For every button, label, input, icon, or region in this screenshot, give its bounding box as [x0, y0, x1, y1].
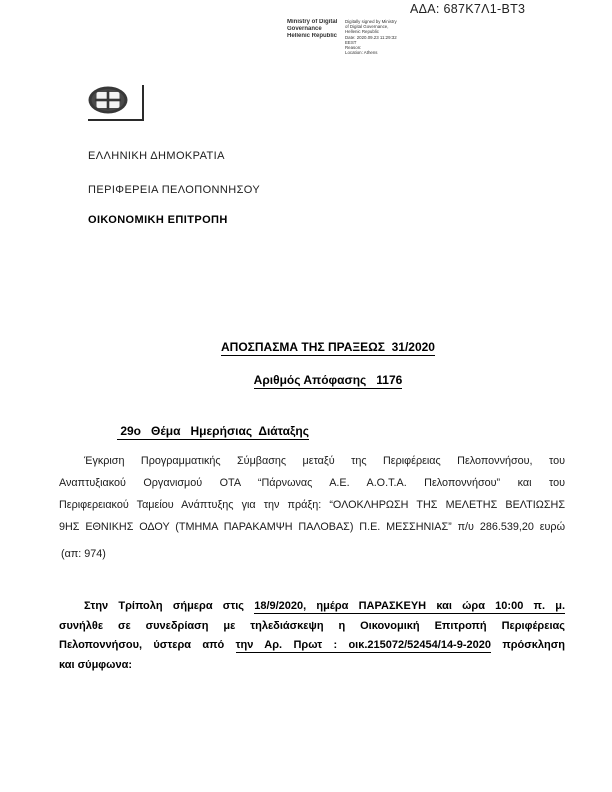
text-segment: of Digital Governance,	[345, 24, 389, 30]
extract-title-text: ΑΠΟΣΠΑΣΜΑ ΤΗΣ ΠΡΑΞΕΩΣ 31/2020	[221, 340, 435, 354]
text-segment: 9ΗΣ ΕΘΝΙΚΗΣ ΟΔΟΥ (ΤΜΗΜΑ ΠΑΡΑΚΑΜΨΗ ΠΑΛΟΒΑΣ) Π.Ε. ΜΕΣΣΗΝΙΑΣ” π/υ 286.539,20 ευρώ	[59, 521, 565, 533]
text-segment: Αναπτυξιακού Οργανισμού ΟΤΑ “Πάρνωνας Α.Ε. Α.Ο.Τ.Α. Πελοποννήσου” και του	[59, 477, 565, 489]
text-segment: Hellenic Republic	[345, 29, 379, 35]
text-segment: Location: Athens	[345, 50, 378, 56]
topic-heading	[117, 424, 309, 438]
text-line	[59, 636, 565, 656]
letterhead-country: ΕΛΛΗΝΙΚΗ ΔΗΜΟΚΡΑΤΙΑ	[88, 150, 225, 162]
text-segment: και σύμφωνα:	[59, 658, 133, 671]
text-segment: συνήλθε σε συνεδρίαση με τηλεδιάσκεψη η Οικονομική Επιτροπή Περιφέρειας	[59, 619, 565, 632]
signature-details	[345, 19, 407, 55]
text-segment: Πελοποννήσου, ύστερα από	[59, 639, 236, 651]
topic-heading-text: 29ο Θέμα Ημερήσιας Διάταξης	[117, 424, 309, 438]
text-line	[59, 656, 565, 676]
session-paragraph	[59, 597, 565, 675]
text-segment: Digitally signed by Ministry	[345, 19, 397, 24]
letterhead-region: ΠΕΡΙΦΕΡΕΙΑ ΠΕΛΟΠΟΝΝΗΣΟΥ	[88, 184, 261, 196]
letterhead-committee: ΟΙΚΟΝΟΜΙΚΗ ΕΠΙΤΡΟΠΗ	[88, 214, 228, 226]
decision-number-title	[44, 373, 612, 387]
underlined-text: 18/9/2020, ημέρα ΠΑΡΑΣΚΕΥΗ και ώρα 10:00 π. μ.	[254, 600, 565, 612]
text-line	[345, 50, 407, 55]
text-line	[59, 450, 565, 472]
hellenic-republic-emblem-icon	[88, 85, 144, 121]
text-segment: πρόσκληση	[490, 639, 565, 651]
text-line	[59, 472, 565, 494]
text-segment: Στην Τρίπολη σήμερα στις	[84, 600, 255, 612]
text-segment: EEST	[345, 39, 357, 45]
text-segment: Governance	[287, 26, 322, 33]
text-line	[59, 494, 565, 516]
signing-authority	[287, 19, 345, 55]
ada-code: ΑΔΑ: 687Κ7Λ1-ΒΤ3	[410, 2, 526, 16]
text-line	[287, 26, 345, 33]
text-segment: Περιφερειακού Ταμείου Ανάπτυξης για την πράξη: “ΟΛΟΚΛΗΡΩΣΗ ΤΗΣ ΜΕΛΕΤΗΣ ΒΕΛΤΙΩΣΗΣ	[59, 499, 565, 511]
text-line	[287, 33, 345, 40]
text-line	[59, 597, 565, 617]
decision-number-text: Αριθμός Απόφασης 1176	[253, 373, 403, 387]
extract-title	[44, 340, 612, 354]
text-segment: Reason:	[345, 44, 362, 50]
text-segment: Date: 2020.09.23 11:29:32	[345, 34, 397, 40]
text-segment: Έγκριση Προγραμματικής Σύμβασης μεταξύ της Περιφέρειας Πελοποννήσου, του	[84, 455, 565, 467]
text-line	[59, 617, 565, 637]
text-line	[287, 19, 345, 26]
text-segment: Hellenic Republic	[287, 33, 338, 40]
subject-paragraph	[59, 450, 565, 538]
text-line	[59, 516, 565, 538]
digital-signature-stamp	[287, 19, 407, 55]
protocol-reference: (απ: 974)	[61, 548, 106, 560]
underlined-text: την Αρ. Πρωτ : οικ.215072/52454/14-9-2020	[235, 639, 491, 651]
text-segment: Ministry of Digital	[287, 19, 338, 25]
